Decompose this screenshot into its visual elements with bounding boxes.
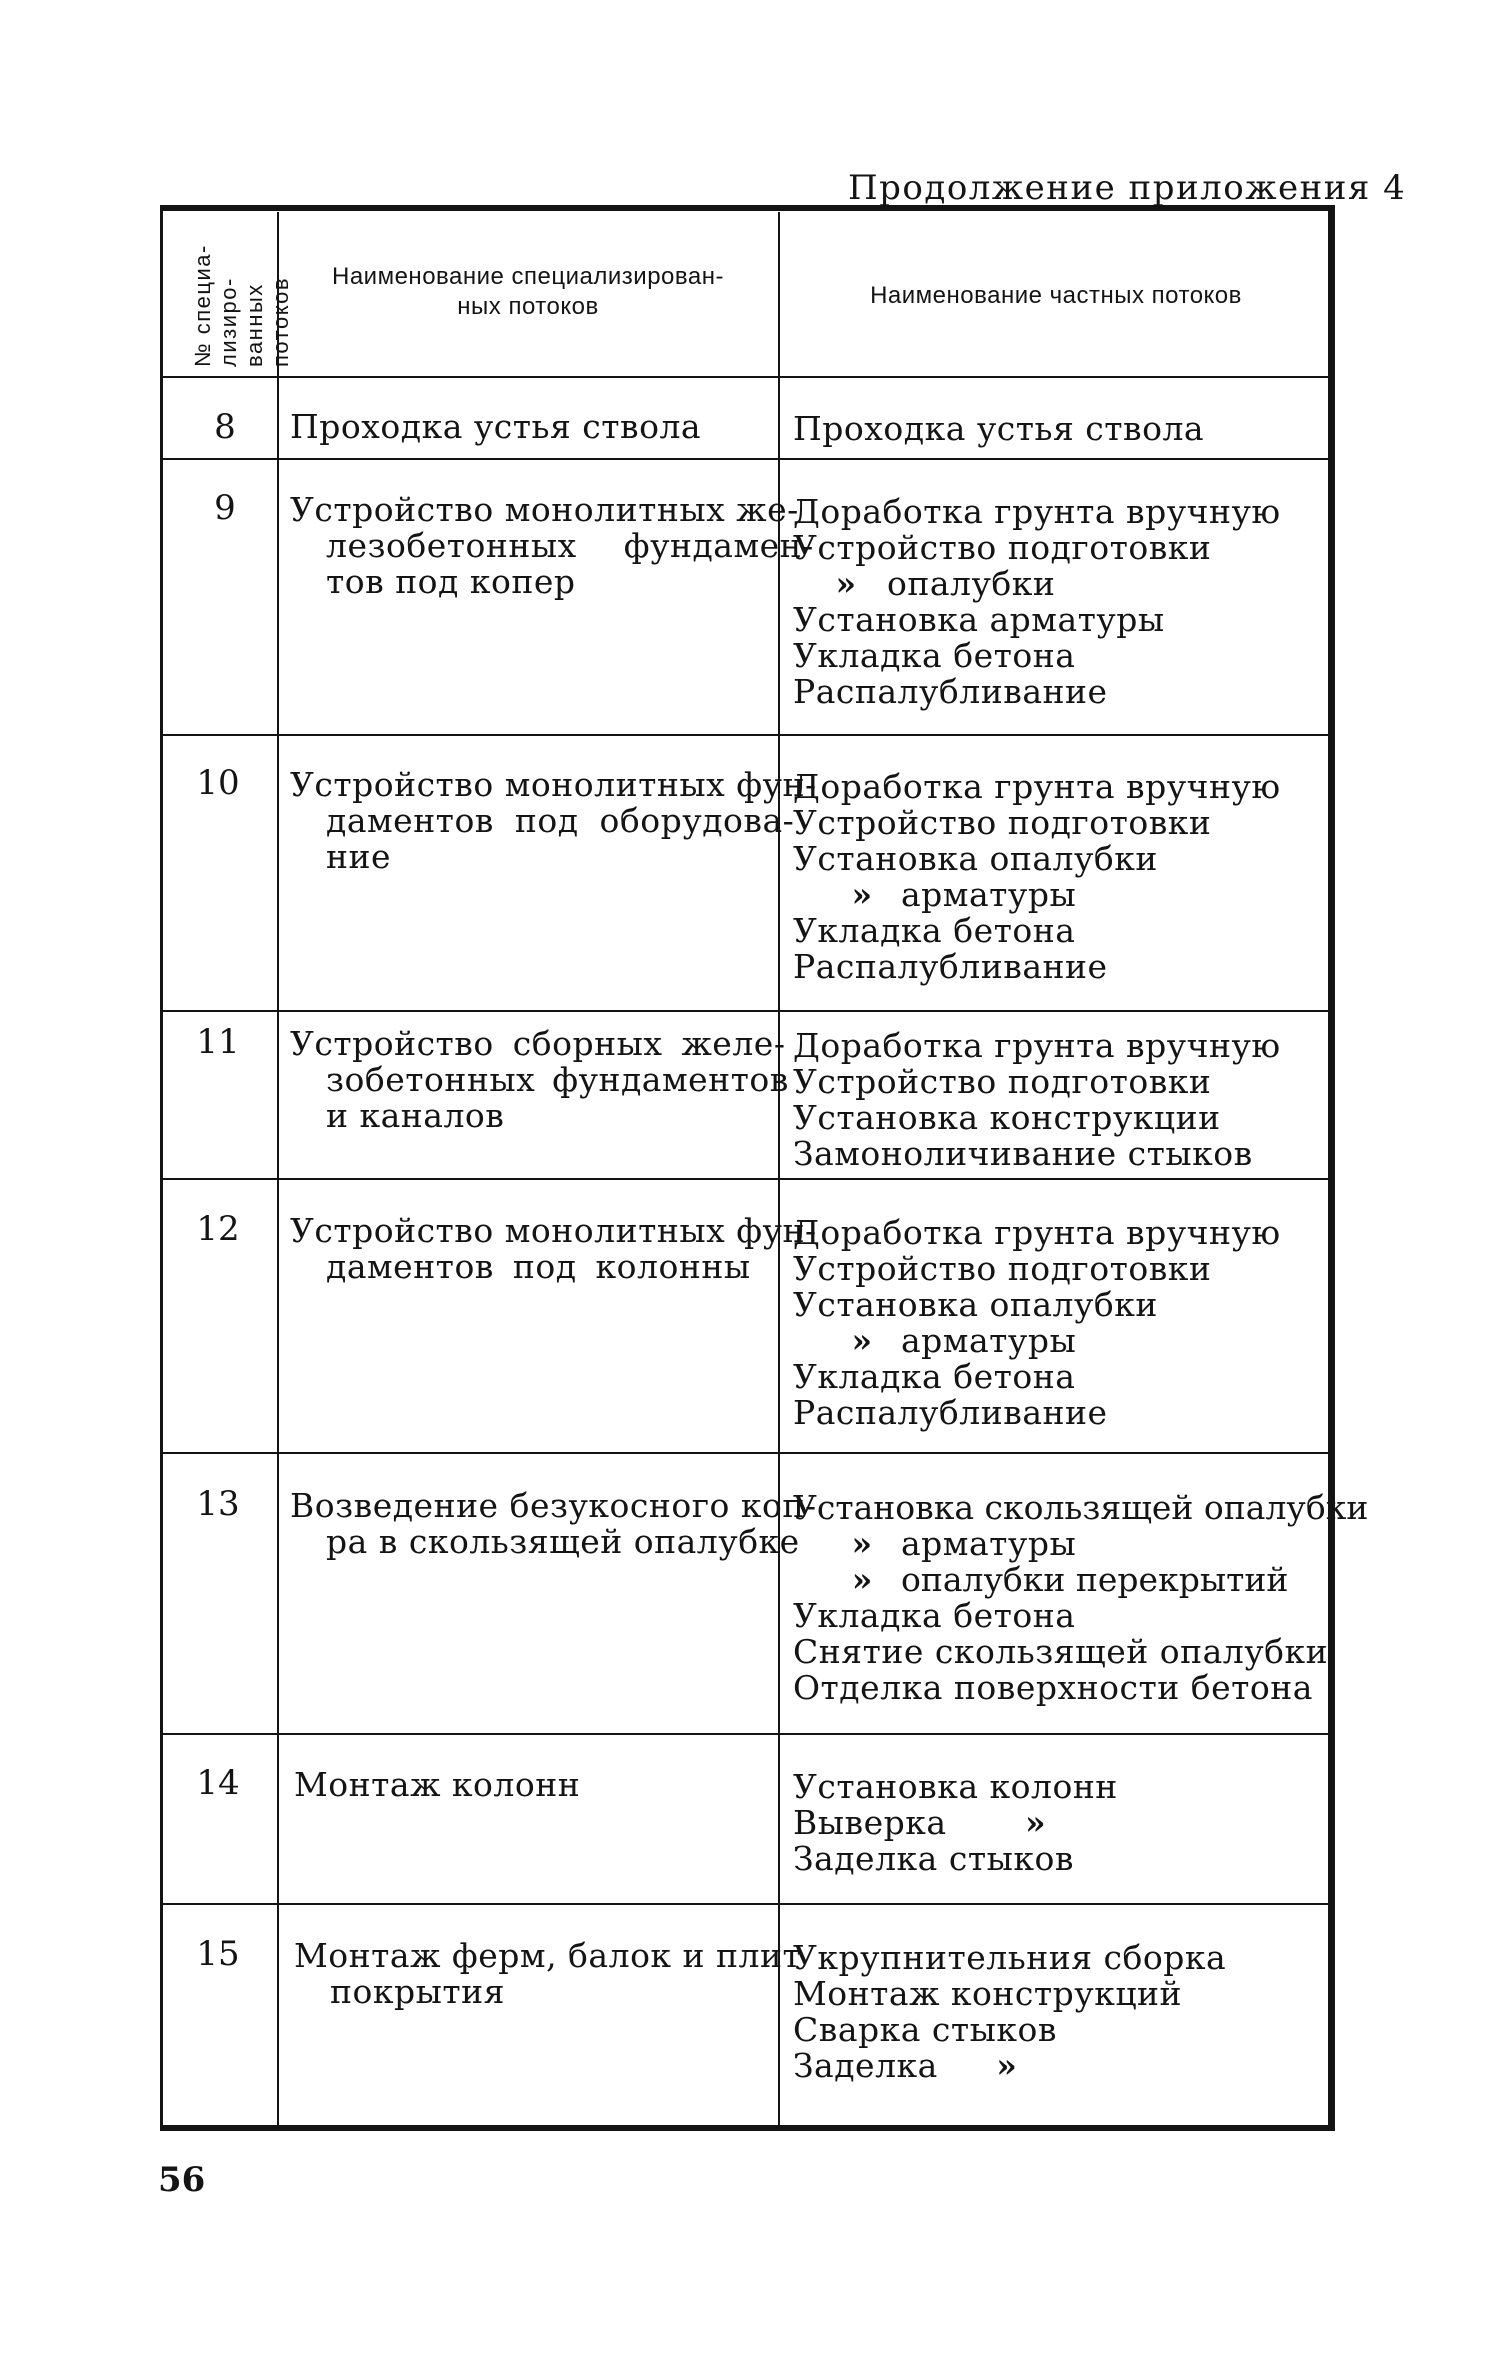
row-number: 12 xyxy=(196,1209,240,1249)
list-item xyxy=(793,1526,1338,1562)
list-item xyxy=(793,2048,1338,2084)
row-number: 13 xyxy=(196,1484,240,1524)
list-item-text: арматуры xyxy=(901,1524,1077,1563)
list-item: Монтаж конструкций xyxy=(793,1974,1183,2013)
column-header-specialized xyxy=(282,262,774,322)
header-line: Наименование частных потоков xyxy=(870,282,1242,309)
text-line: ра в скользящей опалубке xyxy=(326,1522,800,1561)
list-item: Доработка грунта вручную xyxy=(793,1026,1281,1065)
row-number: 11 xyxy=(196,1022,240,1062)
text-line: ние xyxy=(326,837,392,876)
row-divider xyxy=(163,458,1328,460)
ditto-mark: » xyxy=(851,1524,873,1563)
text-line: тов под копер xyxy=(326,562,576,601)
ditto-mark: » xyxy=(835,564,857,603)
specialized-flow-name xyxy=(294,1936,802,2011)
ditto-mark: » xyxy=(851,875,873,914)
text-line: Возведение безукосного коп- xyxy=(290,1486,817,1525)
header-line: Наименование специализирован- xyxy=(332,263,724,290)
row-number: 14 xyxy=(196,1763,240,1803)
row-divider xyxy=(163,1178,1328,1180)
text-line: Устройство монолитных же- xyxy=(290,490,799,529)
list-item xyxy=(793,1562,1338,1598)
row-divider xyxy=(163,734,1328,736)
row-number: 10 xyxy=(196,763,240,803)
text-line: даментов под колонны xyxy=(326,1247,751,1286)
ditto-mark: » xyxy=(1024,1803,1047,1842)
partial-flows-list xyxy=(793,1215,1338,1431)
partial-flows-list xyxy=(793,411,1338,447)
text-line: Проходка устья ствола xyxy=(290,407,702,446)
partial-flows-list xyxy=(793,1028,1338,1172)
list-item: Укладка бетона xyxy=(793,911,1076,950)
header-line: ных потоков xyxy=(457,293,599,320)
list-item: Доработка грунта вручную xyxy=(793,767,1281,806)
text-line: Устройство монолитных фун- xyxy=(290,1211,817,1250)
list-item xyxy=(793,566,1338,602)
ditto-mark: » xyxy=(851,1321,873,1360)
row-number: 15 xyxy=(196,1934,240,1974)
list-item: Распалубливание xyxy=(793,672,1108,711)
column-divider-1 xyxy=(277,212,279,2127)
header-line: потоков xyxy=(268,276,293,367)
list-item: Сварка стыков xyxy=(793,2010,1057,2049)
header-line: лизиро- xyxy=(216,277,241,367)
list-item: Укладка бетона xyxy=(793,636,1076,675)
list-item: Установка опалубки xyxy=(793,839,1158,878)
text-line: Устройство сборных желе- xyxy=(290,1024,786,1063)
list-item-text: опалубки перекрытий xyxy=(901,1560,1289,1599)
list-item-text: опалубки xyxy=(887,564,1056,603)
specialized-flow-name xyxy=(290,1024,789,1135)
list-item: Укрупнительния сборка xyxy=(793,1938,1227,1977)
row-number: 8 xyxy=(214,407,236,447)
specialized-flow-name xyxy=(290,1211,817,1286)
text-line: покрытия xyxy=(330,1972,505,2011)
list-item xyxy=(793,1323,1338,1359)
row-divider xyxy=(163,1903,1328,1905)
list-item: Отделка поверхности бетона xyxy=(793,1668,1313,1707)
list-item: Снятие скользящей опалубки xyxy=(793,1632,1329,1671)
column-header-partial xyxy=(782,281,1330,311)
ditto-mark: » xyxy=(996,2046,1018,2085)
list-item: Укладка бетона xyxy=(793,1596,1076,1635)
list-item: Установка арматуры xyxy=(793,600,1165,639)
partial-flows-list xyxy=(793,494,1338,710)
specialized-flow-name xyxy=(290,1486,817,1561)
continuation-header: Продолжение приложения 4 xyxy=(848,168,1407,208)
list-item-text: арматуры xyxy=(901,875,1077,914)
list-item: Установка конструкции xyxy=(793,1098,1221,1137)
ditto-mark: » xyxy=(851,1560,873,1599)
specialized-flow-name xyxy=(290,409,770,445)
text-line: лезобетонных фундамен- xyxy=(326,526,814,565)
list-item: Доработка грунта вручную xyxy=(793,1213,1281,1252)
list-item: Распалубливание xyxy=(793,947,1108,986)
text-line: Монтаж ферм, балок и плит xyxy=(294,1936,802,1975)
list-item: Установка опалубки xyxy=(793,1285,1158,1324)
list-item xyxy=(793,877,1338,913)
list-item: Устройство подготовки xyxy=(793,1249,1212,1288)
list-item: Проходка устья ствола xyxy=(793,409,1205,448)
header-divider xyxy=(163,376,1328,378)
list-item xyxy=(793,1805,1338,1841)
list-item-text: Выверка xyxy=(793,1803,947,1842)
text-line: Устройство монолитных фун- xyxy=(290,765,817,804)
list-item-text: арматуры xyxy=(901,1321,1077,1360)
list-item: Заделка стыков xyxy=(793,1839,1074,1878)
header-line: № специа- xyxy=(190,244,215,367)
list-item: Замоноличивание стыков xyxy=(793,1134,1253,1173)
list-item: Укладка бетона xyxy=(793,1357,1076,1396)
list-item: Устройство подготовки xyxy=(793,1062,1212,1101)
text-line: даментов под оборудова- xyxy=(326,801,795,840)
partial-flows-list xyxy=(793,1488,1369,1707)
text-line: зобетонных фундаментов xyxy=(326,1060,789,1099)
specialized-flow-name xyxy=(294,1767,774,1803)
text-line: Монтаж колонн xyxy=(294,1765,581,1804)
specialized-flow-name xyxy=(290,490,814,601)
partial-flows-list xyxy=(793,769,1338,985)
row-divider xyxy=(163,1010,1328,1012)
row-divider xyxy=(163,1452,1328,1454)
page-number: 56 xyxy=(158,2160,206,2200)
partial-flows-list xyxy=(793,1769,1338,1877)
row-number: 9 xyxy=(214,488,236,528)
list-item: Установка колонн xyxy=(793,1767,1118,1806)
list-item: Распалубливание xyxy=(793,1393,1108,1432)
row-divider xyxy=(163,1733,1328,1735)
text-line: и каналов xyxy=(326,1096,505,1135)
list-item-text: Заделка xyxy=(793,2046,938,2085)
list-item: Установка скользящей опалубки xyxy=(793,1488,1369,1527)
partial-flows-list xyxy=(793,1940,1338,2084)
list-item: Устройство подготовки xyxy=(793,803,1212,842)
header-line: ванных xyxy=(242,283,267,367)
specialized-flow-name xyxy=(290,765,817,876)
column-header-number xyxy=(190,244,294,367)
list-item: Доработка грунта вручную xyxy=(793,492,1281,531)
list-item: Устройство подготовки xyxy=(793,528,1212,567)
